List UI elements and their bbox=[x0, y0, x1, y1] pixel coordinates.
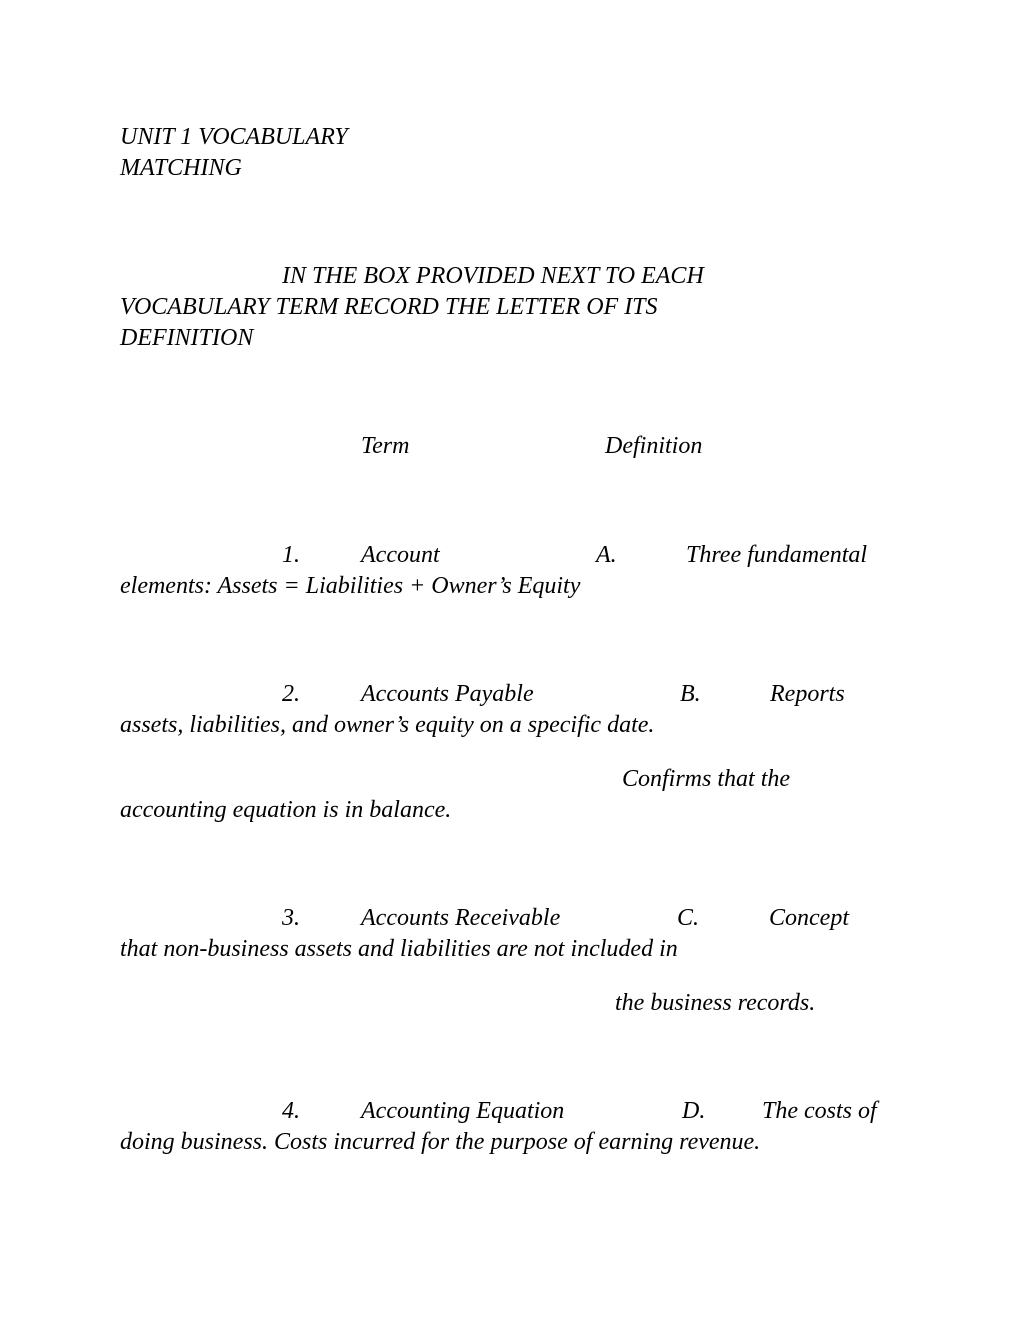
instructions-line-3: DEFINITION bbox=[120, 325, 254, 351]
page-title-line-2: MATCHING bbox=[120, 155, 242, 181]
definition-text-wrap: doing business. Costs incurred for the purpose of earning revenue. bbox=[120, 1129, 761, 1155]
definition-extra-text-wrap: accounting equation is in balance. bbox=[120, 797, 452, 823]
definition-extra-text: the business records. bbox=[615, 990, 816, 1016]
definition-letter: B. bbox=[680, 681, 701, 707]
item-term: Accounts Payable bbox=[361, 681, 534, 707]
definition-letter: D. bbox=[682, 1098, 706, 1124]
instructions-line-2: VOCABULARY TERM RECORD THE LETTER OF ITS bbox=[120, 294, 658, 320]
item-term: Accounts Receivable bbox=[361, 905, 561, 931]
term-column-heading: Term bbox=[361, 433, 410, 459]
item-term: Account bbox=[361, 542, 440, 568]
item-number: 3. bbox=[282, 905, 300, 931]
page-title-line-1: UNIT 1 VOCABULARY bbox=[120, 124, 348, 150]
definition-text-wrap: that non-business assets and liabilities are not included in bbox=[120, 936, 678, 962]
item-number: 2. bbox=[282, 681, 300, 707]
item-number: 1. bbox=[282, 542, 300, 568]
definition-text-wrap: assets, liabilities, and owner’s equity on a specific date. bbox=[120, 712, 655, 738]
definition-text-wrap: elements: Assets = Liabilities + Owner’s Equity bbox=[120, 573, 581, 599]
item-term: Accounting Equation bbox=[361, 1098, 565, 1124]
definition-text: Reports bbox=[770, 681, 845, 707]
definition-extra-text: Confirms that the bbox=[622, 766, 791, 792]
item-number: 4. bbox=[282, 1098, 300, 1124]
instructions-line-1: IN THE BOX PROVIDED NEXT TO EACH bbox=[282, 263, 704, 289]
definition-text: The costs of bbox=[762, 1098, 877, 1124]
definition-text: Concept bbox=[769, 905, 849, 931]
definition-letter: C. bbox=[677, 905, 700, 931]
definition-text: Three fundamental bbox=[686, 542, 868, 568]
definition-column-heading: Definition bbox=[605, 433, 703, 459]
definition-letter: A. bbox=[596, 542, 617, 568]
